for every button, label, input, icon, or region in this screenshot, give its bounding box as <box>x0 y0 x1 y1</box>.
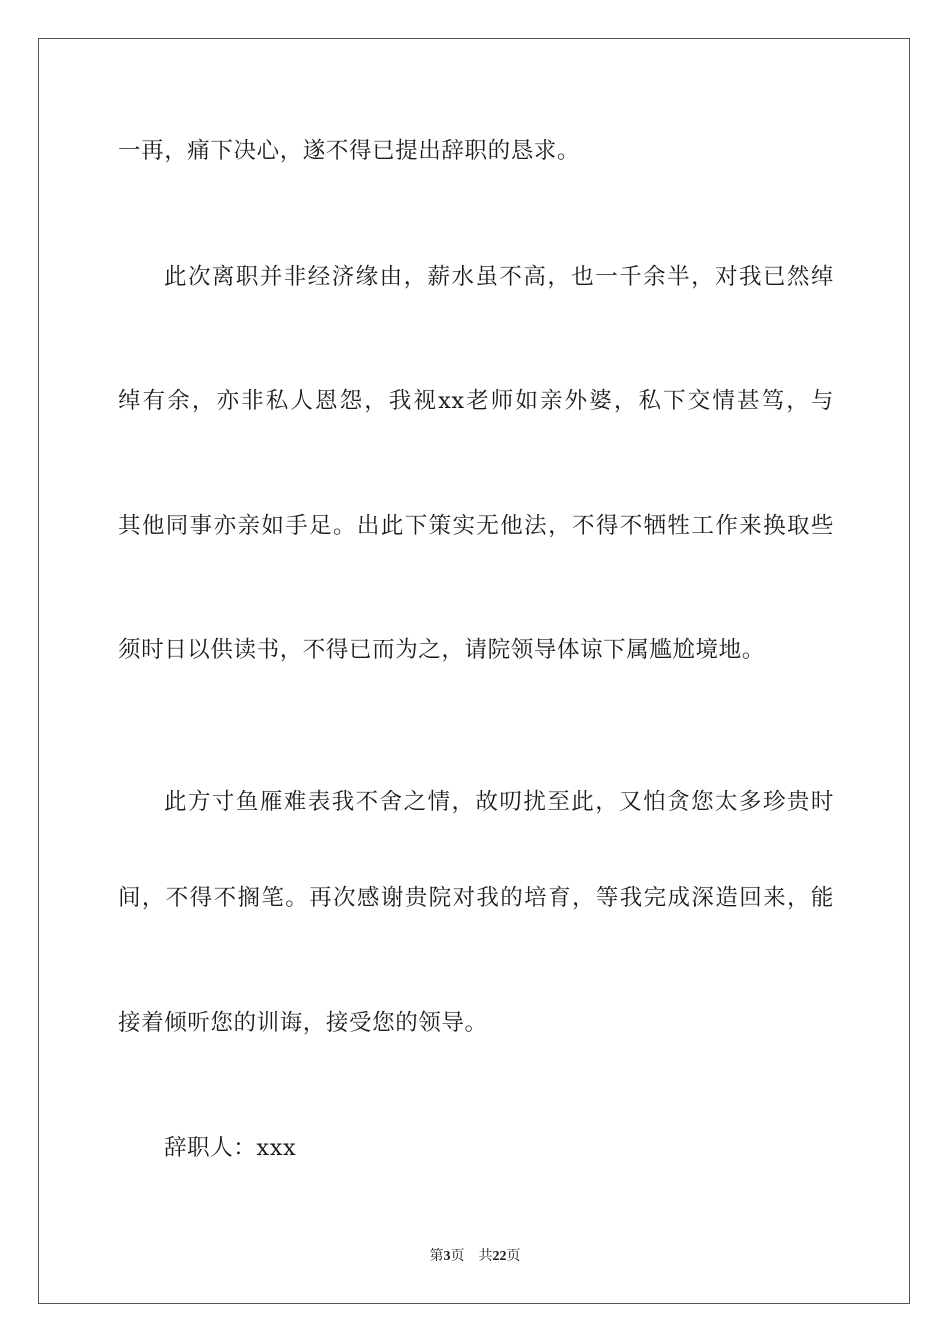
total-prefix: 共 <box>478 1248 493 1264</box>
total-pages: 22 <box>492 1249 507 1264</box>
page-border <box>38 38 910 1304</box>
signature-line: 辞职人：xxx <box>164 1135 297 1161</box>
page-number: 3 <box>443 1249 451 1264</box>
total-suffix: 页 <box>506 1248 521 1264</box>
page-prefix: 第 <box>429 1248 444 1264</box>
page-footer <box>0 1246 950 1267</box>
text-line-5: 须时日以供读书，不得已而为之，请院领导体谅下属尴尬境地。 <box>118 637 765 663</box>
text-line-1: 一再，痛下决心，遂不得已提出辞职的恳求。 <box>118 138 581 164</box>
page-suffix: 页 <box>450 1248 465 1264</box>
text-line-3: 绰有余，亦非私人恩怨，我视xx老师如亲外婆，私下交情甚笃，与 <box>118 388 834 414</box>
text-line-8: 接着倾听您的训诲，接受您的领导。 <box>118 1010 488 1036</box>
text-line-6: 此方寸鱼雁难表我不舍之情，故叨扰至此，又怕贪您太多珍贵时 <box>164 789 834 815</box>
text-line-7: 间，不得不搁笔。再次感谢贵院对我的培育，等我完成深造回来，能 <box>118 885 834 911</box>
text-line-4: 其他同事亦亲如手足。出此下策实无他法，不得不牺牲工作来换取些 <box>118 513 834 539</box>
text-line-2: 此次离职并非经济缘由，薪水虽不高，也一千余半，对我已然绰 <box>164 264 834 290</box>
